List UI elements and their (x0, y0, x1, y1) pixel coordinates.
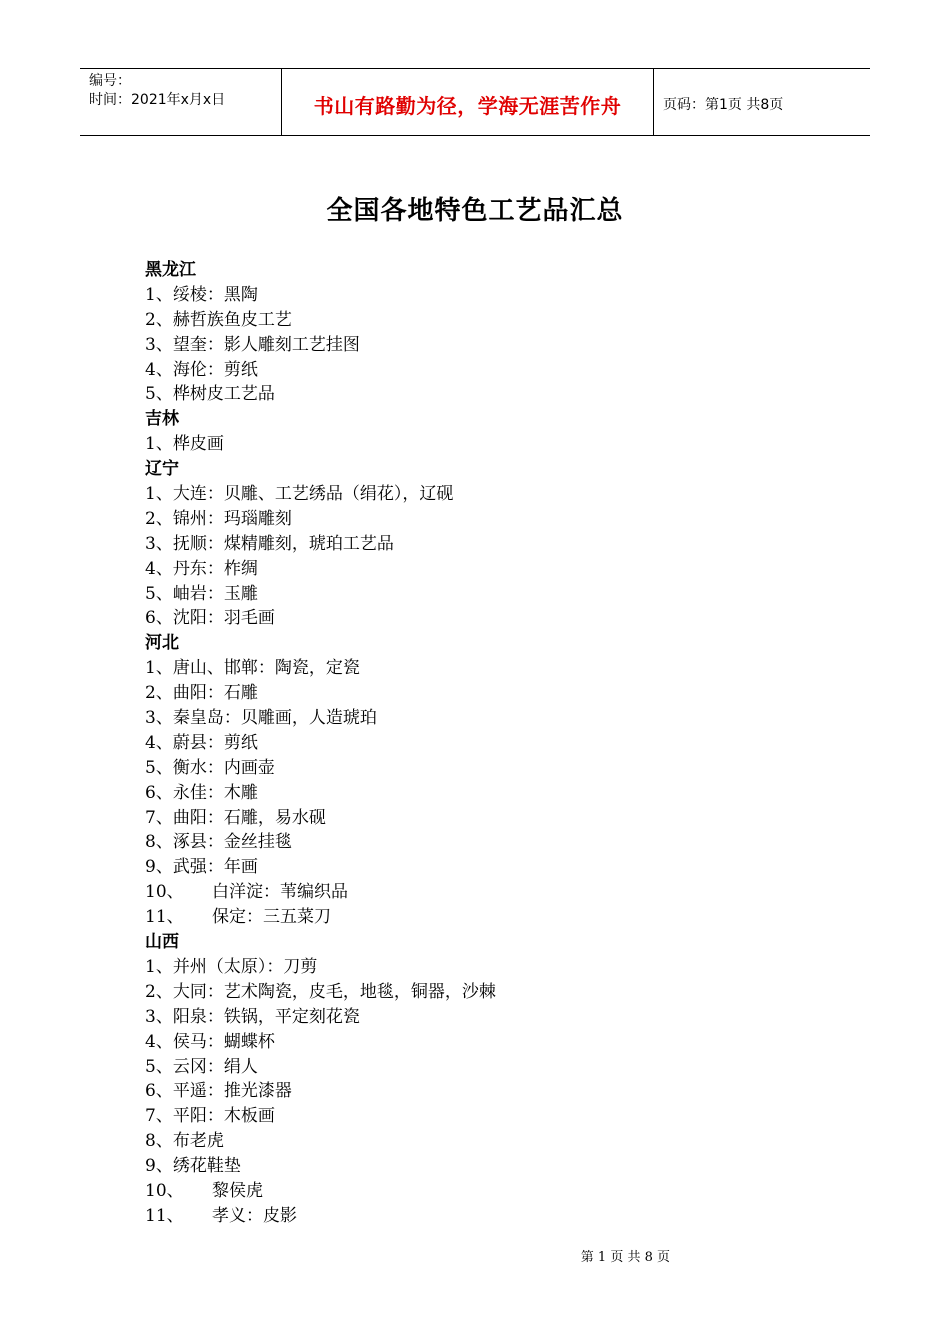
list-item-number: 1、 (145, 284, 173, 305)
list-item-number: 2、 (145, 309, 173, 330)
list-item (145, 681, 845, 706)
list-item-number: 1、 (145, 956, 173, 977)
list-item-text: 绥棱：黑陶 (172, 284, 258, 305)
list-item-number: 4、 (145, 732, 173, 753)
list-item (145, 1204, 845, 1229)
list-item-number: 6、 (145, 782, 173, 803)
list-item-text: 岫岩：玉雕 (172, 583, 258, 604)
list-item-number: 8、 (145, 1131, 173, 1152)
list-item-text: 望奎：影人雕刻工艺挂图 (172, 334, 360, 355)
list-item-text: 曲阳：石雕，易水砚 (172, 807, 326, 828)
header-number-label: 编号： (89, 73, 131, 89)
list-item-text: 白洋淀：苇编织品 (212, 882, 348, 903)
document-title: 全国各地特色工艺品汇总 (326, 196, 624, 226)
list-item-text: 曲阳：石雕 (172, 683, 258, 704)
list-item (145, 731, 845, 756)
list-item (145, 806, 845, 831)
list-item-text: 抚顺：煤精雕刻，琥珀工艺品 (172, 533, 394, 554)
list-item (145, 582, 845, 607)
page-footer: 第 1 页 共 8 页 (580, 1250, 670, 1265)
list-item (145, 358, 845, 383)
list-item-text: 武强：年画 (172, 857, 258, 878)
list-item (145, 557, 845, 582)
list-item-number: 7、 (145, 1106, 173, 1127)
list-item (145, 1079, 845, 1104)
list-item-number: 11、 (145, 1205, 184, 1226)
list-item-number: 4、 (145, 359, 173, 380)
list-item-number: 2、 (145, 508, 173, 529)
list-item-text: 衡水：内画壶 (172, 757, 275, 778)
list-item-text: 蔚县：剪纸 (172, 732, 258, 753)
list-item (145, 308, 845, 333)
header-motto: 书山有路勤为径，学海无涯苦作舟 (281, 69, 654, 135)
header-page-info: 页码：第1页 共8页 (663, 96, 784, 113)
list-item (145, 1154, 845, 1179)
list-item (145, 1104, 845, 1129)
list-item (145, 830, 845, 855)
list-item-number: 3、 (145, 533, 173, 554)
list-item (145, 1129, 845, 1154)
list-item (145, 283, 845, 308)
list-item-number: 9、 (145, 857, 173, 878)
list-item-text: 丹东：柞绸 (172, 558, 258, 579)
list-item (145, 980, 845, 1005)
list-item-text: 赫哲族鱼皮工艺 (172, 309, 292, 330)
list-item-text: 秦皇岛：贝雕画，人造琥珀 (172, 708, 377, 729)
list-item-text: 锦州：玛瑙雕刻 (172, 508, 292, 529)
header-time-label: 时间：2021年x月x日 (89, 92, 226, 108)
region-heading: 河北 (145, 633, 179, 654)
list-item-number: 2、 (145, 683, 173, 704)
list-item-number: 3、 (145, 708, 173, 729)
list-item (145, 333, 845, 358)
list-item-number: 7、 (145, 807, 173, 828)
list-item (145, 955, 845, 980)
list-item-text: 并州（太原）：刀剪 (172, 956, 318, 977)
list-item (145, 905, 845, 930)
list-item-number: 9、 (145, 1156, 173, 1177)
list-item-text: 阳泉：铁锅，平定刻花瓷 (172, 1006, 360, 1027)
list-item-number: 3、 (145, 334, 173, 355)
list-item-text: 大同：艺术陶瓷，皮毛，地毯，铜器，沙棘 (172, 981, 496, 1002)
region-heading: 山西 (145, 932, 179, 953)
list-item-number: 5、 (145, 1056, 173, 1077)
list-item (145, 532, 845, 557)
list-item-number: 11、 (145, 907, 184, 928)
list-item (145, 855, 845, 880)
list-item-text: 海伦：剪纸 (172, 359, 258, 380)
list-item-number: 5、 (145, 384, 173, 405)
list-item-text: 平遥：推光漆器 (172, 1081, 292, 1102)
list-item-number: 4、 (145, 558, 173, 579)
list-item (145, 781, 845, 806)
list-item (145, 656, 845, 681)
list-item (145, 507, 845, 532)
region-heading: 辽宁 (145, 459, 179, 480)
list-item-text: 唐山、邯郸：陶瓷，定瓷 (172, 658, 360, 679)
list-item (145, 432, 845, 457)
list-item-number: 6、 (145, 608, 173, 629)
page-header (80, 68, 870, 136)
list-item-number: 1、 (145, 658, 173, 679)
list-item-text: 绣花鞋垫 (172, 1156, 241, 1177)
list-item-number: 10、 (145, 882, 184, 903)
list-item (145, 1030, 845, 1055)
list-item-number: 2、 (145, 981, 173, 1002)
list-item (145, 706, 845, 731)
document-body (145, 258, 845, 1229)
list-item-text: 永佳：木雕 (172, 782, 258, 803)
region-heading: 吉林 (145, 409, 179, 430)
header-meta (80, 69, 281, 135)
list-item-number: 8、 (145, 832, 173, 853)
list-item (145, 1005, 845, 1030)
list-item (145, 756, 845, 781)
list-item-number: 6、 (145, 1081, 173, 1102)
list-item (145, 606, 845, 631)
list-item (145, 482, 845, 507)
list-item-number: 4、 (145, 1031, 173, 1052)
list-item-number: 5、 (145, 583, 173, 604)
list-item-number: 1、 (145, 484, 173, 505)
list-item-text: 保定：三五菜刀 (212, 907, 331, 928)
list-item-text: 云冈：绢人 (172, 1056, 258, 1077)
list-item-text: 沈阳：羽毛画 (172, 608, 275, 629)
list-item-text: 桦树皮工艺品 (172, 384, 275, 405)
list-item-text: 桦皮画 (172, 434, 224, 455)
list-item (145, 880, 845, 905)
list-item-text: 布老虎 (172, 1131, 224, 1152)
list-item (145, 382, 845, 407)
list-item-number: 10、 (145, 1180, 184, 1201)
list-item-text: 黎侯虎 (212, 1180, 263, 1201)
list-item (145, 1179, 845, 1204)
list-item-text: 涿县：金丝挂毯 (172, 832, 292, 853)
list-item-number: 3、 (145, 1006, 173, 1027)
list-item-text: 平阳：木板画 (172, 1106, 275, 1127)
list-item-text: 侯马：蝴蝶杯 (172, 1031, 275, 1052)
list-item-number: 5、 (145, 757, 173, 778)
list-item-number: 1、 (145, 434, 173, 455)
list-item-text: 孝义：皮影 (212, 1205, 297, 1226)
list-item (145, 1055, 845, 1080)
list-item-text: 大连：贝雕、工艺绣品（绢花），辽砚 (172, 484, 454, 505)
region-heading: 黑龙江 (145, 260, 196, 280)
